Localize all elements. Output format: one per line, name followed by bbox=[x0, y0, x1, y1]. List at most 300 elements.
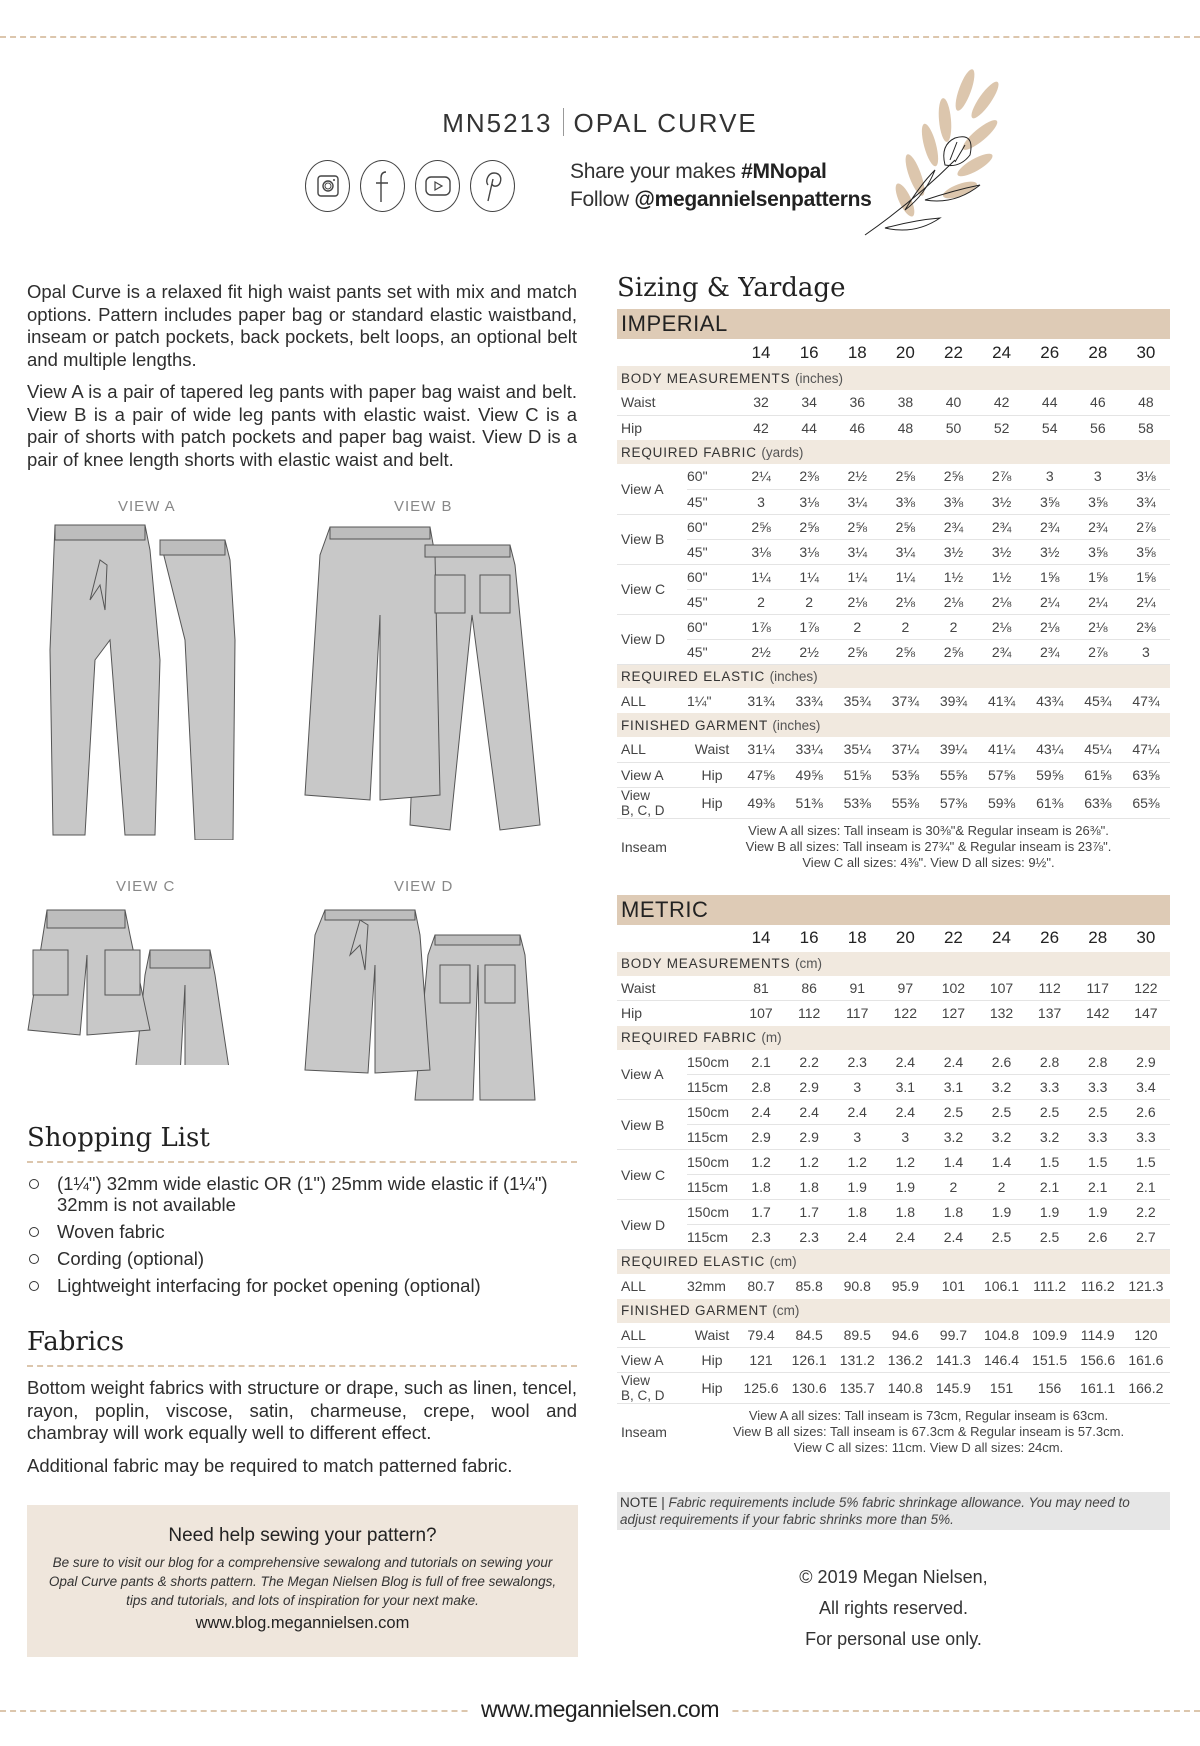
cell-value: 2½ bbox=[737, 639, 785, 664]
size-header: 16 bbox=[799, 928, 819, 947]
cell-value: 3¾ bbox=[1122, 489, 1170, 514]
view-c-label: VIEW C bbox=[116, 878, 176, 895]
unit-band-label: IMPERIAL bbox=[617, 309, 1170, 339]
cell-value: 40 bbox=[929, 390, 977, 415]
fabric-width: 115cm bbox=[687, 1175, 737, 1200]
size-header: 28 bbox=[1088, 928, 1108, 947]
fabric-width: 150cm bbox=[687, 1200, 737, 1225]
cell-value: 2¾ bbox=[978, 514, 1026, 539]
botanical-sprig-icon bbox=[845, 50, 1015, 250]
cell-value: 1.8 bbox=[833, 1200, 881, 1225]
view-label: View A bbox=[617, 464, 687, 514]
youtube-icon[interactable] bbox=[415, 160, 460, 212]
cell-value: 1.8 bbox=[737, 1175, 785, 1200]
instagram-icon[interactable] bbox=[305, 160, 350, 212]
inseam-row bbox=[617, 1404, 1170, 1461]
cell-value: 156.6 bbox=[1074, 1348, 1122, 1373]
size-header: 20 bbox=[895, 928, 915, 947]
table-row bbox=[617, 1323, 1170, 1348]
row-label: ALL bbox=[621, 1278, 646, 1294]
cell-value: 104.8 bbox=[977, 1323, 1025, 1348]
view-label: View A bbox=[617, 1050, 687, 1100]
cell-value: 1.2 bbox=[833, 1150, 881, 1175]
cell-value: 2.5 bbox=[1026, 1100, 1074, 1125]
cell-value: 1¼ bbox=[785, 564, 833, 589]
category-label bbox=[617, 664, 1170, 688]
cell-value: 3½ bbox=[929, 539, 977, 564]
row-label: View B, C, D bbox=[617, 1373, 687, 1404]
size-header: 14 bbox=[751, 928, 771, 947]
category-label bbox=[617, 1026, 1170, 1050]
cell-value: 3⅛ bbox=[785, 489, 833, 514]
sizing-heading: Sizing & Yardage bbox=[617, 273, 846, 303]
cell-value: 2.4 bbox=[929, 1225, 977, 1250]
view-label: View C bbox=[617, 1150, 687, 1200]
cell-value: 31¾ bbox=[747, 692, 775, 709]
cell-value: 2⅛ bbox=[881, 589, 929, 614]
view-label: View C bbox=[617, 564, 687, 614]
category-title: BODY MEASUREMENTS bbox=[621, 956, 791, 971]
inseam-line: View C all sizes: 11cm. View D all sizes: 24cm. bbox=[793, 1440, 1064, 1455]
cell-value: 55⅝ bbox=[929, 762, 977, 787]
elastic-width: 32mm bbox=[687, 1278, 726, 1294]
cell-value: 42 bbox=[753, 419, 769, 436]
table-row bbox=[617, 1200, 1170, 1225]
size-header: 26 bbox=[1040, 342, 1060, 362]
metric-table bbox=[617, 895, 1170, 1461]
fabrics-heading: Fabrics bbox=[27, 1327, 125, 1357]
category-title: REQUIRED ELASTIC bbox=[621, 668, 766, 684]
cell-value: 2.4 bbox=[833, 1225, 881, 1250]
cell-value: 112 bbox=[1026, 976, 1074, 1001]
intro-description bbox=[27, 281, 577, 481]
table-row bbox=[617, 1175, 1170, 1200]
cell-value: 44 bbox=[1026, 390, 1074, 415]
cell-value: 142 bbox=[1086, 1005, 1110, 1022]
cell-value: 2¾ bbox=[1026, 514, 1074, 539]
cell-value: 116.2 bbox=[1080, 1278, 1115, 1294]
fabric-width: 115cm bbox=[687, 1075, 737, 1100]
cell-value: 1.7 bbox=[737, 1200, 785, 1225]
cell-value: 1⅞ bbox=[785, 614, 833, 639]
copyright bbox=[617, 1562, 1170, 1655]
cell-value: 2.8 bbox=[1074, 1050, 1122, 1075]
category-unit: (cm) bbox=[794, 956, 822, 971]
cell-value: 1.4 bbox=[929, 1150, 977, 1175]
table-row bbox=[617, 787, 1170, 818]
category-row bbox=[617, 1250, 1170, 1274]
cell-value: 3.2 bbox=[977, 1125, 1025, 1150]
cell-value: 3¼ bbox=[881, 539, 929, 564]
cell-value: 3 bbox=[1074, 464, 1122, 489]
cell-value: 1.2 bbox=[737, 1150, 785, 1175]
cell-value: 63⅝ bbox=[1122, 762, 1170, 787]
cell-value: 1⅝ bbox=[1122, 564, 1170, 589]
fabric-width: 115cm bbox=[687, 1125, 737, 1150]
cell-value: 2.9 bbox=[785, 1075, 833, 1100]
cell-value: 3.1 bbox=[929, 1075, 977, 1100]
cell-value: 3.2 bbox=[1026, 1125, 1074, 1150]
section-divider bbox=[27, 1161, 577, 1163]
cell-value: 37¾ bbox=[891, 692, 919, 709]
table-row bbox=[617, 489, 1170, 514]
fabric-width: 45" bbox=[687, 539, 737, 564]
cell-value: 2 bbox=[833, 614, 881, 639]
cell-value: 2⅞ bbox=[1074, 639, 1122, 664]
cell-value: 2⅝ bbox=[881, 514, 929, 539]
help-body: Be sure to visit our blog for a comprehensive sewalong and tutorials on sewing your Opal Curve pants & shorts pattern. The Megan Nielsen Blog is full of free sewalongs, tips and tutorials, and lots of inspiration for your next make. bbox=[48, 1555, 557, 1608]
inseam-row bbox=[617, 818, 1170, 875]
cell-value: 2¼ bbox=[737, 464, 785, 489]
follow-prefix: Follow bbox=[570, 188, 635, 211]
cell-value: 2.5 bbox=[977, 1225, 1025, 1250]
measure-label: Hip bbox=[687, 787, 737, 818]
cell-value: 3 bbox=[833, 1075, 881, 1100]
cell-value: 56 bbox=[1090, 419, 1106, 436]
category-label bbox=[617, 952, 1170, 976]
cell-value: 1.8 bbox=[881, 1200, 929, 1225]
copyright-line: For personal use only. bbox=[805, 1629, 982, 1649]
blank-cell bbox=[687, 339, 737, 366]
measure-label: Hip bbox=[687, 1348, 737, 1373]
cell-value: 2⅝ bbox=[881, 464, 929, 489]
cell-value: 59⅝ bbox=[1026, 762, 1074, 787]
instagram-handle[interactable]: @megannielsenpatterns bbox=[634, 188, 872, 211]
cell-value: 2.9 bbox=[1122, 1050, 1170, 1075]
cell-value: 2⅜ bbox=[785, 464, 833, 489]
cell-value: 3⅛ bbox=[1122, 464, 1170, 489]
cell-value: 3 bbox=[833, 1125, 881, 1150]
cell-value: 140.8 bbox=[881, 1373, 929, 1404]
shopping-list-section bbox=[27, 1123, 577, 1302]
cell-value: 3.4 bbox=[1122, 1075, 1170, 1100]
cell-value: 1.5 bbox=[1122, 1150, 1170, 1175]
cell-value: 3⅛ bbox=[737, 539, 785, 564]
category-label bbox=[617, 713, 1170, 737]
share-prefix: Share your makes bbox=[570, 160, 742, 183]
cell-value: 3 bbox=[1122, 639, 1170, 664]
table-row bbox=[617, 614, 1170, 639]
category-row bbox=[617, 1026, 1170, 1050]
size-header: 30 bbox=[1136, 342, 1156, 362]
cell-value: 1¼ bbox=[833, 564, 881, 589]
cell-value: 49⅝ bbox=[785, 762, 833, 787]
table-row bbox=[617, 1373, 1170, 1404]
cell-value: 101 bbox=[941, 1278, 966, 1294]
inseam-line: View C all sizes: 4⅜". View D all sizes: 9½". bbox=[802, 854, 1055, 870]
cell-value: 1.9 bbox=[1074, 1200, 1122, 1225]
table-row bbox=[617, 1050, 1170, 1075]
cell-value: 2⅝ bbox=[785, 514, 833, 539]
cell-value: 2.1 bbox=[1026, 1175, 1074, 1200]
cell-value: 38 bbox=[881, 390, 929, 415]
cell-value: 2 bbox=[785, 589, 833, 614]
cell-value: 2.6 bbox=[1074, 1225, 1122, 1250]
cell-value: 121 bbox=[737, 1348, 785, 1373]
table-row bbox=[617, 539, 1170, 564]
cell-value: 2¾ bbox=[978, 639, 1026, 664]
cell-value: 122 bbox=[893, 1005, 917, 1022]
category-label bbox=[617, 366, 1170, 390]
category-title: FINISHED GARMENT bbox=[621, 717, 768, 733]
fabric-width: 150cm bbox=[687, 1050, 737, 1075]
cell-value: 3.1 bbox=[881, 1075, 929, 1100]
cell-value: 81 bbox=[737, 976, 785, 1001]
cell-value: 37¼ bbox=[881, 737, 929, 762]
help-box bbox=[27, 1505, 578, 1657]
category-row bbox=[617, 713, 1170, 737]
cell-value: 117 bbox=[1074, 976, 1122, 1001]
row-label: View B, C, D bbox=[617, 787, 687, 818]
row-label: ALL bbox=[617, 1323, 687, 1348]
category-title: REQUIRED ELASTIC bbox=[621, 1254, 766, 1270]
cell-value: 2.4 bbox=[881, 1050, 929, 1075]
cell-value: 33¼ bbox=[785, 737, 833, 762]
size-header: 30 bbox=[1136, 928, 1156, 947]
inseam-line: View A all sizes: Tall inseam is 73cm, Regular inseam is 63cm. bbox=[748, 1408, 1109, 1423]
category-title: BODY MEASUREMENTS bbox=[621, 370, 791, 386]
inseam-line: View B all sizes: Tall inseam is 27¾" & Regular inseam is 23⅞". bbox=[745, 838, 1112, 854]
cell-value: 2.9 bbox=[785, 1125, 833, 1150]
cell-value: 1.9 bbox=[881, 1175, 929, 1200]
cell-value: 151 bbox=[977, 1373, 1025, 1404]
cell-value: 3.2 bbox=[929, 1125, 977, 1150]
size-header-row bbox=[617, 339, 1170, 366]
cell-value: 51⅝ bbox=[833, 762, 881, 787]
cell-value: 55⅜ bbox=[881, 787, 929, 818]
inseam-notes bbox=[687, 818, 1170, 875]
cell-value: 32 bbox=[737, 390, 785, 415]
cell-value: 2⅛ bbox=[978, 614, 1026, 639]
cell-value: 2.7 bbox=[1122, 1225, 1170, 1250]
cell-value: 65⅜ bbox=[1122, 787, 1170, 818]
cell-value: 79.4 bbox=[737, 1323, 785, 1348]
top-dashed-border bbox=[0, 36, 1200, 38]
table-row bbox=[617, 762, 1170, 787]
size-header-row bbox=[617, 925, 1170, 952]
cell-value: 47¼ bbox=[1122, 737, 1170, 762]
cell-value: 57⅝ bbox=[978, 762, 1026, 787]
hashtag: #MNopal bbox=[741, 160, 827, 183]
cell-value: 2 bbox=[929, 614, 977, 639]
cell-value: 48 bbox=[1122, 390, 1170, 415]
cell-value: 126.1 bbox=[785, 1348, 833, 1373]
fabric-width: 60" bbox=[687, 464, 737, 489]
cell-value: 3⅛ bbox=[785, 539, 833, 564]
cell-value: 1.5 bbox=[1074, 1150, 1122, 1175]
cell-value: 146.4 bbox=[977, 1348, 1025, 1373]
unit-band bbox=[617, 895, 1170, 925]
table-row bbox=[617, 589, 1170, 614]
cell-value: 43¼ bbox=[1026, 737, 1074, 762]
cell-value: 58 bbox=[1138, 419, 1154, 436]
cell-value: 46 bbox=[1074, 390, 1122, 415]
category-title: REQUIRED FABRIC bbox=[621, 444, 757, 460]
blog-link[interactable]: www.blog.megannielsen.com bbox=[195, 1614, 410, 1632]
cell-value: 94.6 bbox=[881, 1323, 929, 1348]
website-link[interactable]: www.megannielsen.com bbox=[469, 1696, 731, 1722]
cell-value: 106.1 bbox=[983, 1278, 1020, 1294]
pattern-code: MN5213 bbox=[442, 108, 553, 138]
cell-value: 97 bbox=[881, 976, 929, 1001]
size-header: 24 bbox=[992, 342, 1012, 362]
shopping-item-text: (1¼") 32mm wide elastic OR (1") 25mm wide elastic if (1¼") 32mm is not available bbox=[57, 1173, 548, 1215]
cell-value: 2.4 bbox=[929, 1050, 977, 1075]
cell-value: 2¼ bbox=[1026, 589, 1074, 614]
cell-value: 42 bbox=[978, 390, 1026, 415]
cell-value: 3½ bbox=[978, 539, 1026, 564]
title-separator bbox=[563, 108, 564, 136]
cell-value: 2⅛ bbox=[1074, 614, 1122, 639]
shopping-item bbox=[27, 1248, 577, 1269]
cell-value: 131.2 bbox=[833, 1348, 881, 1373]
cell-value: 111.2 bbox=[1033, 1278, 1067, 1294]
cell-value: 161.6 bbox=[1122, 1348, 1170, 1373]
cell-value: 61⅝ bbox=[1074, 762, 1122, 787]
view-label: View B bbox=[617, 1100, 687, 1150]
row-label: Waist bbox=[617, 390, 737, 415]
cell-value: 2⅝ bbox=[881, 639, 929, 664]
intro-paragraph-2: View A is a pair of tapered leg pants with paper bag waist and belt. View B is a pair of wide leg pants with elastic waist. View C is a pair of shorts with patch pockets and paper bag waist. View D is a pair of knee length shorts with elastic waist and belt. bbox=[27, 381, 577, 470]
cell-value: 2.3 bbox=[833, 1050, 881, 1075]
cell-value: 99.7 bbox=[929, 1323, 977, 1348]
cell-value: 1½ bbox=[929, 564, 977, 589]
row-label: View A bbox=[617, 1348, 687, 1373]
cell-value: 2⅛ bbox=[1026, 614, 1074, 639]
cell-value: 2⅛ bbox=[929, 589, 977, 614]
inseam-line: View A all sizes: Tall inseam is 30⅜"& Regular inseam is 26⅜". bbox=[748, 822, 1109, 838]
shopping-item-text: Lightweight interfacing for pocket opening (optional) bbox=[57, 1275, 481, 1296]
cell-value: 2⅞ bbox=[978, 464, 1026, 489]
facebook-icon[interactable] bbox=[360, 160, 405, 212]
table-row bbox=[617, 1348, 1170, 1373]
size-header: 24 bbox=[992, 928, 1011, 947]
cell-value: 1.2 bbox=[785, 1150, 833, 1175]
row-label: View A bbox=[617, 762, 687, 787]
measure-label: Waist bbox=[687, 737, 737, 762]
cell-value: 41¼ bbox=[978, 737, 1026, 762]
cell-value: 2.5 bbox=[929, 1100, 977, 1125]
size-header: 22 bbox=[943, 928, 963, 947]
category-row bbox=[617, 440, 1170, 464]
table-row bbox=[617, 1075, 1170, 1100]
intro-paragraph-1: Opal Curve is a relaxed fit high waist pants set with mix and match options. Pattern includes paper bag or standard elastic waistband, inseam or patch pockets, back pockets, belt loops, an optional belt and multiple lengths. bbox=[27, 281, 577, 370]
share-text bbox=[570, 158, 872, 214]
size-header: 16 bbox=[799, 342, 819, 362]
cell-value: 1.9 bbox=[977, 1200, 1025, 1225]
blank-cell bbox=[687, 925, 737, 952]
cell-value: 1.9 bbox=[833, 1175, 881, 1200]
unit-band-label: METRIC bbox=[617, 895, 1170, 925]
cell-value: 2⅝ bbox=[737, 514, 785, 539]
cell-value: 2 bbox=[881, 614, 929, 639]
cell-value: 34 bbox=[785, 390, 833, 415]
fabric-width: 60" bbox=[687, 614, 737, 639]
cell-value: 1⅝ bbox=[1074, 564, 1122, 589]
cell-value: 132 bbox=[989, 1005, 1014, 1022]
copyright-line: © 2019 Megan Nielsen, bbox=[799, 1567, 988, 1587]
table-row bbox=[617, 737, 1170, 762]
cell-value: 2.5 bbox=[1026, 1225, 1074, 1250]
blank-cell bbox=[617, 339, 687, 366]
shopping-list-heading: Shopping List bbox=[27, 1123, 210, 1153]
pattern-name: OPAL CURVE bbox=[573, 108, 758, 138]
cell-value: 47¾ bbox=[1132, 692, 1160, 709]
cell-value: 3 bbox=[881, 1125, 929, 1150]
note-text: Fabric requirements include 5% fabric shrinkage allowance. You may need to adjust requirements if your fabric shrinks more than 5%. bbox=[620, 1495, 1130, 1527]
category-title: REQUIRED FABRIC bbox=[621, 1030, 757, 1045]
blank-cell bbox=[617, 925, 687, 952]
category-unit: (inches) bbox=[769, 668, 818, 684]
cell-value: 3 bbox=[1026, 464, 1074, 489]
cell-value: 3.3 bbox=[1074, 1125, 1122, 1150]
cell-value: 95.9 bbox=[891, 1278, 919, 1294]
inseam-line: View B all sizes: Tall inseam is 67.3cm & Regular inseam is 57.3cm. bbox=[732, 1424, 1125, 1439]
cell-value: 36 bbox=[833, 390, 881, 415]
unit-band bbox=[617, 309, 1170, 339]
cell-value: 125.6 bbox=[737, 1373, 785, 1404]
cell-value: 2⅛ bbox=[978, 589, 1026, 614]
fabric-width: 60" bbox=[687, 514, 737, 539]
cell-value: 47⅝ bbox=[737, 762, 785, 787]
cell-value: 2¾ bbox=[1074, 514, 1122, 539]
cell-value: 3.3 bbox=[1122, 1125, 1170, 1150]
cell-value: 80.7 bbox=[747, 1278, 775, 1294]
category-row bbox=[617, 952, 1170, 976]
view-b-label: VIEW B bbox=[394, 498, 453, 515]
category-unit: (m) bbox=[761, 1030, 782, 1045]
view-label: View D bbox=[617, 1200, 687, 1250]
row-label: ALL bbox=[621, 692, 646, 709]
cell-value: 85.8 bbox=[795, 1278, 823, 1294]
view-d-illustration bbox=[290, 905, 570, 1105]
cell-value: 114.9 bbox=[1074, 1323, 1122, 1348]
fabrics-paragraph-2: Additional fabric may be required to match patterned fabric. bbox=[27, 1454, 513, 1476]
cell-value: 41¾ bbox=[987, 692, 1016, 709]
circle-bullet-icon bbox=[29, 1179, 39, 1189]
cell-value: 52 bbox=[993, 419, 1010, 436]
cell-value: 122 bbox=[1122, 976, 1170, 1001]
cell-value: 2.1 bbox=[1122, 1175, 1170, 1200]
table-row bbox=[617, 976, 1170, 1001]
pinterest-icon[interactable] bbox=[470, 160, 515, 212]
table-row bbox=[617, 1001, 1170, 1026]
cell-value: 2½ bbox=[833, 464, 881, 489]
cell-value: 2⅝ bbox=[929, 639, 977, 664]
cell-value: 166.2 bbox=[1122, 1373, 1170, 1404]
cell-value: 2¼ bbox=[1074, 589, 1122, 614]
cell-value: 2⅝ bbox=[929, 464, 977, 489]
fabric-width: 45" bbox=[687, 489, 737, 514]
section-divider bbox=[27, 1365, 577, 1367]
cell-value: 109.9 bbox=[1026, 1323, 1074, 1348]
cell-value: 2¼ bbox=[1122, 589, 1170, 614]
table-row bbox=[617, 1225, 1170, 1250]
cell-value: 2.8 bbox=[1026, 1050, 1074, 1075]
cell-value: 112 bbox=[797, 1005, 821, 1022]
copyright-line: All rights reserved. bbox=[818, 1598, 969, 1618]
cell-value: 89.5 bbox=[833, 1323, 881, 1348]
category-unit: (cm) bbox=[772, 1303, 800, 1318]
cell-value: 3⅝ bbox=[1074, 489, 1122, 514]
cell-value: 59⅜ bbox=[978, 787, 1026, 818]
view-c-illustration bbox=[25, 905, 245, 1065]
cell-value: 2 bbox=[977, 1175, 1025, 1200]
cell-value: 53⅝ bbox=[881, 762, 929, 787]
view-label: View D bbox=[617, 614, 687, 664]
cell-value: 3.3 bbox=[1026, 1075, 1074, 1100]
cell-value: 147 bbox=[1134, 1005, 1158, 1022]
